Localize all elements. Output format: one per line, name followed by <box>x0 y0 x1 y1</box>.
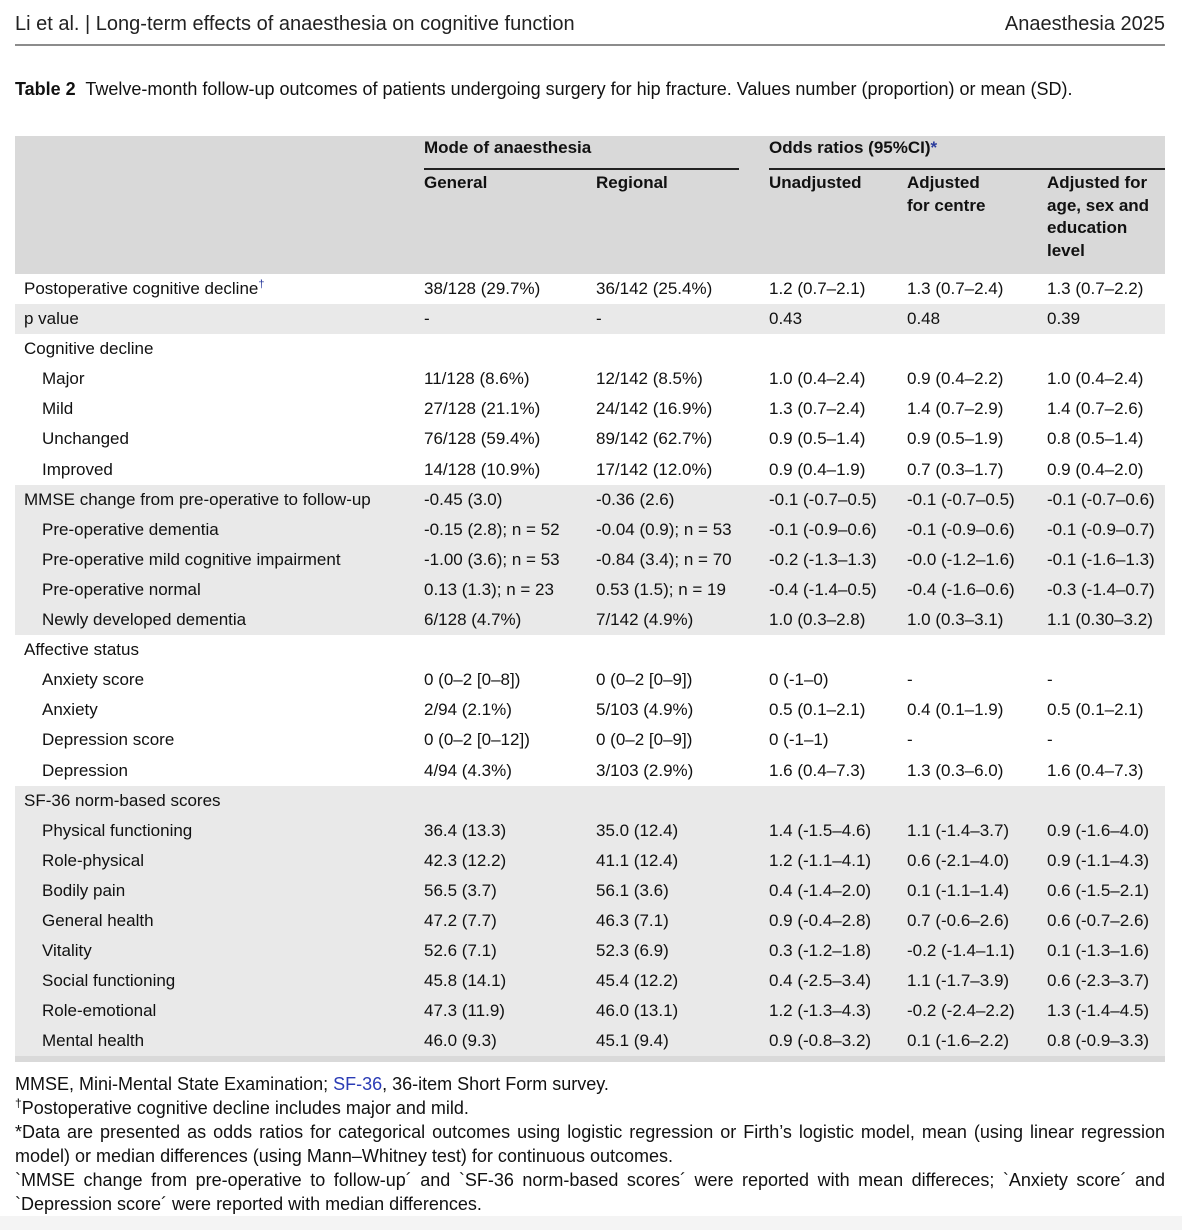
table-row <box>15 786 1165 816</box>
table-bottom-rule <box>15 1056 1165 1062</box>
cell-regional: 3/103 (2.9%) <box>596 760 694 780</box>
cell-general: 46.0 (9.3) <box>424 1031 497 1051</box>
row-label: Bodily pain <box>42 880 126 900</box>
cell-general: 52.6 (7.1) <box>424 941 497 961</box>
cell-regional: 5/103 (4.9%) <box>596 700 694 720</box>
cell-adjusted-age-sex-education: 1.4 (0.7–2.6) <box>1047 399 1144 419</box>
running-header <box>15 10 1165 46</box>
sf36-link[interactable]: SF-36 <box>333 1074 383 1094</box>
row-label: Improved <box>42 459 113 479</box>
row-label: Postoperative cognitive decline† <box>24 278 265 298</box>
table-row <box>15 816 1165 846</box>
table-row <box>15 876 1165 906</box>
row-label: Unchanged <box>42 429 129 449</box>
cell-adjusted-age-sex-education: 1.1 (0.30–3.2) <box>1047 610 1153 630</box>
row-label: Cognitive decline <box>24 339 154 359</box>
cell-unadjusted: 1.4 (-1.5–4.6) <box>769 820 872 840</box>
cell-regional: 0 (0–2 [0–9]) <box>596 670 693 690</box>
odds-footnote-marker: * <box>930 138 938 157</box>
cell-unadjusted: 0.9 (-0.4–2.8) <box>769 910 872 930</box>
cell-general: 42.3 (12.2) <box>424 850 507 870</box>
cell-regional: 0.53 (1.5); n = 19 <box>596 579 726 599</box>
cell-unadjusted: 1.2 (-1.3–4.3) <box>769 1001 872 1021</box>
table-caption <box>15 77 1165 101</box>
table-row <box>15 455 1165 485</box>
table-row <box>15 1026 1165 1056</box>
page-bottom-edge <box>0 1216 1182 1230</box>
table-header <box>15 136 1165 274</box>
cell-general: 27/128 (21.1%) <box>424 399 541 419</box>
cell-adjusted-age-sex-education: 0.9 (-1.1–4.3) <box>1047 850 1150 870</box>
cell-adjusted-age-sex-education: 1.6 (0.4–7.3) <box>1047 760 1144 780</box>
cell-adjusted-age-sex-education: -0.1 (-1.6–1.3) <box>1047 549 1155 569</box>
group-rule-odds <box>769 168 1165 170</box>
cell-adjusted-centre: -0.1 (-0.7–0.5) <box>907 489 1015 509</box>
cell-general: 14/128 (10.9%) <box>424 459 541 479</box>
col-header-general: General <box>424 173 488 192</box>
cell-regional: 0 (0–2 [0–9]) <box>596 730 693 750</box>
table-row <box>15 756 1165 786</box>
cell-regional: 17/142 (12.0%) <box>596 459 713 479</box>
running-header-left: Li et al. | Long-term effects of anaesthesia on cognitive function <box>15 13 575 35</box>
journal-name: Anaesthesia 2025 <box>1004 13 1165 35</box>
row-label: Vitality <box>42 941 92 961</box>
cell-adjusted-centre: 0.9 (0.4–2.2) <box>907 369 1004 389</box>
cell-general: 11/128 (8.6%) <box>424 369 530 389</box>
cell-general: -0.15 (2.8); n = 52 <box>424 519 560 539</box>
row-label: Role-emotional <box>42 1001 157 1021</box>
cell-general: 45.8 (14.1) <box>424 971 507 991</box>
cell-regional: 89/142 (62.7%) <box>596 429 713 449</box>
cell-unadjusted: 0.9 (0.4–1.9) <box>769 459 866 479</box>
cell-adjusted-centre: 0.9 (0.5–1.9) <box>907 429 1004 449</box>
cell-general: 47.2 (7.7) <box>424 910 497 930</box>
cell-unadjusted: 0.4 (-1.4–2.0) <box>769 880 872 900</box>
cell-general: - <box>424 309 430 329</box>
row-label: Physical functioning <box>42 820 193 840</box>
group-rule-mode <box>424 168 739 170</box>
cell-adjusted-centre: - <box>907 670 913 690</box>
cell-regional: -0.04 (0.9); n = 53 <box>596 519 732 539</box>
cell-adjusted-centre: -0.1 (-0.9–0.6) <box>907 519 1015 539</box>
cell-regional: 24/142 (16.9%) <box>596 399 713 419</box>
table-row <box>15 846 1165 876</box>
cell-adjusted-age-sex-education: 1.3 (0.7–2.2) <box>1047 279 1144 298</box>
cell-adjusted-centre: 1.3 (0.3–6.0) <box>907 760 1004 780</box>
cell-unadjusted: 0.4 (-2.5–3.4) <box>769 971 872 991</box>
row-label: Anxiety score <box>42 670 145 690</box>
table-label: Table 2 <box>15 79 76 99</box>
col-header-unadjusted: Unadjusted <box>769 173 862 192</box>
cell-general: 38/128 (29.7%) <box>424 279 541 298</box>
table-footnotes <box>15 1072 1165 1216</box>
cell-regional: 41.1 (12.4) <box>596 850 679 870</box>
cell-adjusted-age-sex-education: 0.6 (-0.7–2.6) <box>1047 910 1150 930</box>
cell-general: 0 (0–2 [0–8]) <box>424 670 521 690</box>
cell-unadjusted: 0.9 (0.5–1.4) <box>769 429 866 449</box>
cell-adjusted-centre: 0.7 (0.3–1.7) <box>907 459 1004 479</box>
cell-adjusted-age-sex-education: 0.9 (-1.6–4.0) <box>1047 820 1150 840</box>
cell-unadjusted: -0.1 (-0.9–0.6) <box>769 519 877 539</box>
cell-adjusted-age-sex-education: 0.9 (0.4–2.0) <box>1047 459 1144 479</box>
cell-adjusted-centre: 1.1 (-1.7–3.9) <box>907 971 1010 991</box>
cell-regional: 45.1 (9.4) <box>596 1031 669 1051</box>
row-label: p value <box>24 309 79 329</box>
table-row <box>15 485 1165 515</box>
cell-adjusted-age-sex-education: 0.5 (0.1–2.1) <box>1047 700 1144 720</box>
cell-regional: 35.0 (12.4) <box>596 820 679 840</box>
cell-regional: 56.1 (3.6) <box>596 880 669 900</box>
col-header-regional: Regional <box>596 173 668 192</box>
cell-unadjusted: 0.5 (0.1–2.1) <box>769 700 866 720</box>
cell-unadjusted: -0.2 (-1.3–1.3) <box>769 549 877 569</box>
table-row <box>15 605 1165 635</box>
row-label: Pre-operative normal <box>42 579 201 599</box>
table-row <box>15 665 1165 695</box>
table-body <box>15 274 1165 1056</box>
cell-regional: 45.4 (12.2) <box>596 971 679 991</box>
row-label: Depression score <box>42 730 175 750</box>
row-label: Social functioning <box>42 971 176 991</box>
cell-adjusted-centre: -0.2 (-2.4–2.2) <box>907 1001 1015 1021</box>
cell-unadjusted: 1.0 (0.3–2.8) <box>769 610 866 630</box>
cell-regional: 36/142 (25.4%) <box>596 279 713 298</box>
cell-general: 47.3 (11.9) <box>424 1001 505 1021</box>
cell-general: 76/128 (59.4%) <box>424 429 541 449</box>
cell-unadjusted: 0 (-1–1) <box>769 730 829 750</box>
cell-adjusted-centre: -0.0 (-1.2–1.6) <box>907 549 1015 569</box>
footnote-star: *Data are presented as odds ratios for categorical outcomes using logistic regression or Firth’s logistic model, mean (using linear regression model) or median differences (using Mann–Whitney test) for continuous outcomes. <box>15 1122 1165 1166</box>
cell-adjusted-centre: 0.7 (-0.6–2.6) <box>907 910 1010 930</box>
cell-adjusted-centre: -0.4 (-1.6–0.6) <box>907 579 1015 599</box>
cell-unadjusted: 1.0 (0.4–2.4) <box>769 369 866 389</box>
row-label: MMSE change from pre-operative to follow-up <box>24 489 371 509</box>
row-label: Mental health <box>42 1031 145 1051</box>
row-label: Newly developed dementia <box>42 610 247 630</box>
cell-adjusted-centre: - <box>907 730 913 750</box>
cell-adjusted-age-sex-education: - <box>1047 730 1053 750</box>
cell-adjusted-age-sex-education: -0.1 (-0.9–0.7) <box>1047 519 1155 539</box>
row-label: Anxiety <box>42 700 98 720</box>
cell-adjusted-age-sex-education: -0.1 (-0.7–0.6) <box>1047 489 1155 509</box>
cell-adjusted-centre: 0.1 (-1.1–1.4) <box>907 880 1010 900</box>
col-header-adjusted-age-sex-education: Adjusted for age, sex and education level <box>1047 173 1150 260</box>
cell-unadjusted: 1.3 (0.7–2.4) <box>769 399 866 419</box>
group-header-mode: Mode of anaesthesia <box>424 138 592 157</box>
cell-general: 36.4 (13.3) <box>424 820 507 840</box>
row-label: Depression <box>42 760 128 780</box>
cell-adjusted-age-sex-education: 1.3 (-1.4–4.5) <box>1047 1001 1150 1021</box>
table-row <box>15 695 1165 725</box>
table-row <box>15 635 1165 665</box>
row-label: Pre-operative mild cognitive impairment <box>42 549 341 569</box>
table-row <box>15 515 1165 545</box>
cell-unadjusted: 0 (-1–0) <box>769 670 829 690</box>
table-row <box>15 966 1165 996</box>
cell-adjusted-centre: 0.48 <box>907 309 941 329</box>
cell-adjusted-centre: 1.1 (-1.4–3.7) <box>907 820 1010 840</box>
cell-adjusted-age-sex-education: 0.39 <box>1047 309 1081 329</box>
table-row <box>15 906 1165 936</box>
cell-unadjusted: 1.2 (-1.1–4.1) <box>769 850 872 870</box>
row-label: Mild <box>42 399 74 419</box>
cell-regional: 46.0 (13.1) <box>596 1001 679 1021</box>
cell-unadjusted: -0.1 (-0.7–0.5) <box>769 489 877 509</box>
cell-adjusted-centre: 0.4 (0.1–1.9) <box>907 700 1004 720</box>
cell-general: 2/94 (2.1%) <box>424 700 512 720</box>
table-row <box>15 394 1165 424</box>
cell-adjusted-centre: 1.3 (0.7–2.4) <box>907 279 1004 298</box>
cell-regional: 46.3 (7.1) <box>596 910 669 930</box>
table-row <box>15 725 1165 755</box>
footnote-abbreviations: MMSE, Mini-Mental State Examination; SF-36, 36-item Short Form survey. <box>15 1074 609 1094</box>
table-row <box>15 334 1165 364</box>
cell-adjusted-age-sex-education: 0.8 (0.5–1.4) <box>1047 429 1144 449</box>
cell-adjusted-age-sex-education: 0.1 (-1.3–1.6) <box>1047 941 1150 961</box>
footnote-note: `MMSE change from pre-operative to follow-up´ and `SF-36 norm-based scores´ were reported with mean differeces; `Anxiety score´ and `Depression score´ were reported with median differences. <box>15 1170 1165 1214</box>
row-label: Role-physical <box>42 850 145 870</box>
cell-adjusted-age-sex-education: -0.3 (-1.4–0.7) <box>1047 579 1155 599</box>
cell-unadjusted: 0.3 (-1.2–1.8) <box>769 941 872 961</box>
cell-adjusted-age-sex-education: 0.8 (-0.9–3.3) <box>1047 1031 1150 1051</box>
cell-regional: 12/142 (8.5%) <box>596 369 703 389</box>
row-label: Major <box>42 369 85 389</box>
cell-general: 56.5 (3.7) <box>424 880 497 900</box>
table-row <box>15 364 1165 394</box>
row-label: SF-36 norm-based scores <box>24 790 221 810</box>
table-caption-text: Twelve-month follow-up outcomes of patients undergoing surgery for hip fracture. Values number (proportion) or mean (SD). <box>85 79 1073 99</box>
cell-general: 0.13 (1.3); n = 23 <box>424 579 554 599</box>
table-row <box>15 274 1165 304</box>
cell-regional: -0.36 (2.6) <box>596 489 675 509</box>
row-label: Pre-operative dementia <box>42 519 219 539</box>
cell-general: 0 (0–2 [0–12]) <box>424 730 530 750</box>
table-row <box>15 575 1165 605</box>
cell-adjusted-age-sex-education: 0.6 (-2.3–3.7) <box>1047 971 1150 991</box>
cell-unadjusted: -0.4 (-1.4–0.5) <box>769 579 877 599</box>
table-row <box>15 304 1165 334</box>
table-row <box>15 936 1165 966</box>
group-header-odds: Odds ratios (95%CI)* <box>769 138 938 157</box>
footnote-dagger: †Postoperative cognitive decline includes major and mild. <box>15 1096 469 1118</box>
cell-regional: -0.84 (3.4); n = 70 <box>596 549 732 569</box>
cell-adjusted-centre: 0.1 (-1.6–2.2) <box>907 1031 1010 1051</box>
row-label: General health <box>42 910 154 930</box>
cell-adjusted-centre: 0.6 (-2.1–4.0) <box>907 850 1010 870</box>
cell-unadjusted: 0.9 (-0.8–3.2) <box>769 1031 872 1051</box>
table-row <box>15 424 1165 454</box>
outcomes-table <box>15 136 1165 1062</box>
cell-unadjusted: 0.43 <box>769 309 803 329</box>
cell-unadjusted: 1.6 (0.4–7.3) <box>769 760 866 780</box>
cell-general: -0.45 (3.0) <box>424 489 503 509</box>
cell-regional: 7/142 (4.9%) <box>596 610 694 630</box>
cell-adjusted-centre: -0.2 (-1.4–1.1) <box>907 941 1015 961</box>
cell-regional: 52.3 (6.9) <box>596 941 669 961</box>
table-row <box>15 545 1165 575</box>
footnote-marker: † <box>258 278 265 291</box>
cell-adjusted-age-sex-education: 1.0 (0.4–2.4) <box>1047 369 1144 389</box>
cell-general: 4/94 (4.3%) <box>424 760 512 780</box>
col-header-adjusted-centre: Adjusted for centre <box>907 173 986 215</box>
table-row <box>15 996 1165 1026</box>
cell-adjusted-age-sex-education: 0.6 (-1.5–2.1) <box>1047 880 1150 900</box>
cell-adjusted-centre: 1.0 (0.3–3.1) <box>907 610 1004 630</box>
cell-unadjusted: 1.2 (0.7–2.1) <box>769 279 866 298</box>
row-label: Affective status <box>24 640 139 660</box>
cell-regional: - <box>596 309 602 329</box>
cell-general: 6/128 (4.7%) <box>424 610 522 630</box>
cell-adjusted-centre: 1.4 (0.7–2.9) <box>907 399 1004 419</box>
cell-general: -1.00 (3.6); n = 53 <box>424 549 560 569</box>
cell-adjusted-age-sex-education: - <box>1047 670 1053 690</box>
